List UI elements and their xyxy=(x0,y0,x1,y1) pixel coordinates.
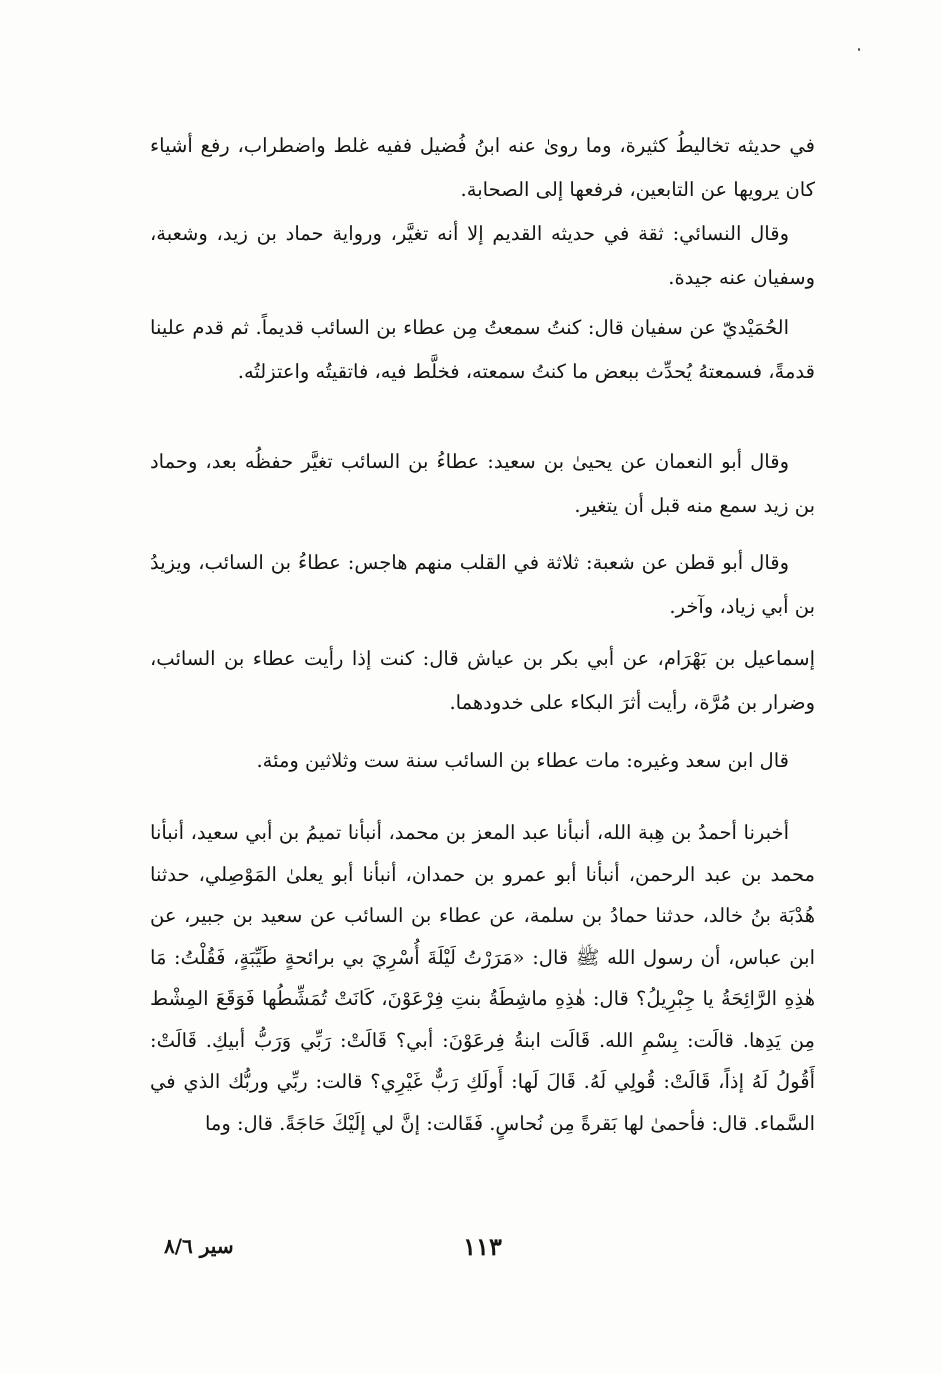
paragraph-8: أخبرنا أحمدُ بن هِبة الله، أنبأنا عبد المعز بن محمد، أنبأنا تميمُ بن أبي سعيد، أنبأنا محمد بن عبد الرحمن، أنبأنا أبو عمرو بن حمدان، أنبأنا أبو يعلىٰ المَوْصِلي، حدثنا هُدْبَة بنُ خالد، حدثنا حمادُ بن سلمة، عن عطاء بن السائب عن سعيد بن جبير، عن ابن عباس، أن رسول الله ﷺ قال: «مَرَرْتُ لَيْلَةَ أُسْرِيَ بي برائحةٍ طَيِّبَةٍ، فَقُلْتُ: مَا هٰذِهِ الرَّائِحَةُ يا جِبْرِيلُ؟ قال: هٰذِهِ ماشِطَةُ بنتِ فِرْعَوْنَ، كَانَتْ تُمَشِّطُها فَوَقَعَ المِشْط مِن يَدِها. قالَت: بِسْمِ الله. قَالَت ابنةُ فِرعَوْنَ: أبي؟ قَالَتْ: رَبِّي وَرَبُّ أبيكِ. قَالَتْ: أَقُولُ لَهُ إذاً، قَالَتْ: قُولِي لَهُ. قَالَ لَها: أَولَكِ رَبٌّ غَيْرِي؟ قالت: ربِّي وربُّك الذي في السَّماء. قال: فأحمىٰ لها بَقرةً مِن نُحاسٍ. فَقَالت: إنَّ لي إلَيْكَ حَاجَةً. قال: وما xyxy=(150,821,815,1135)
text-top-second xyxy=(150,212,815,300)
page-number: ١١٣ xyxy=(463,1232,502,1261)
paragraph-1: في حديثه تخاليطُ كثيرة، وما روىٰ عنه ابنُ فُضيل ففيه غلط واضطراب، رفع أشياء كان يرويها عن التابعين، فرفعها إلى الصحابة. xyxy=(150,134,815,201)
paragraph-4: وقال أبو النعمان عن يحيىٰ بن سعيد: عطاءُ بن السائب تغيَّر حفظُه بعد، وحماد بن زيد سمع منه قبل أن يتغير. xyxy=(150,450,815,517)
paragraph-3: الحُمَيْديّ عن سفيان قال: كنتُ سمعتُ مِن عطاء بن السائب قديماً. ثم قدم علينا قدمةً، فسمعتهُ يُحدِّث ببعض ما كنتُ سمعته، فخلَّط فيه، فاتقيتُه واعتزلتُه. xyxy=(150,316,815,383)
paragraph-7: قال ابن سعد وغيره: مات عطاء بن السائب سنة ست وثلاثين ومئة. xyxy=(256,749,789,772)
scan-speck xyxy=(858,48,860,51)
text-top-sixth xyxy=(150,637,815,725)
volume-signature: سير ٨/٦ xyxy=(164,1234,234,1258)
text-top-fourth xyxy=(150,440,815,528)
page-footer xyxy=(150,1232,815,1272)
paragraph-2: وقال النسائي: ثقة في حديثه القديم إلا أنه تغيَّر، ورواية حماد بن زيد، وشعبة، وسفيان عنه جيدة. xyxy=(150,222,815,289)
paragraph-5: وقال أبو قطن عن شعبة: ثلاثة في القلب منهم هاجس: عطاءُ بن السائب، ويزيدُ بن أبي زياد، وآخر. xyxy=(150,551,815,618)
text-top-first xyxy=(150,124,815,212)
text-top-fifth xyxy=(150,541,815,629)
text-top-third xyxy=(150,306,815,394)
text-hadith xyxy=(150,812,815,1144)
paragraph-6: إسماعيل بن بَهْرَام، عن أبي بكر بن عياش قال: كنت إذا رأيت عطاء بن السائب، وضرار بن مُرَّة، رأيت أثرَ البكاء على خدودهما. xyxy=(150,647,815,714)
text-top-seventh xyxy=(150,739,815,783)
